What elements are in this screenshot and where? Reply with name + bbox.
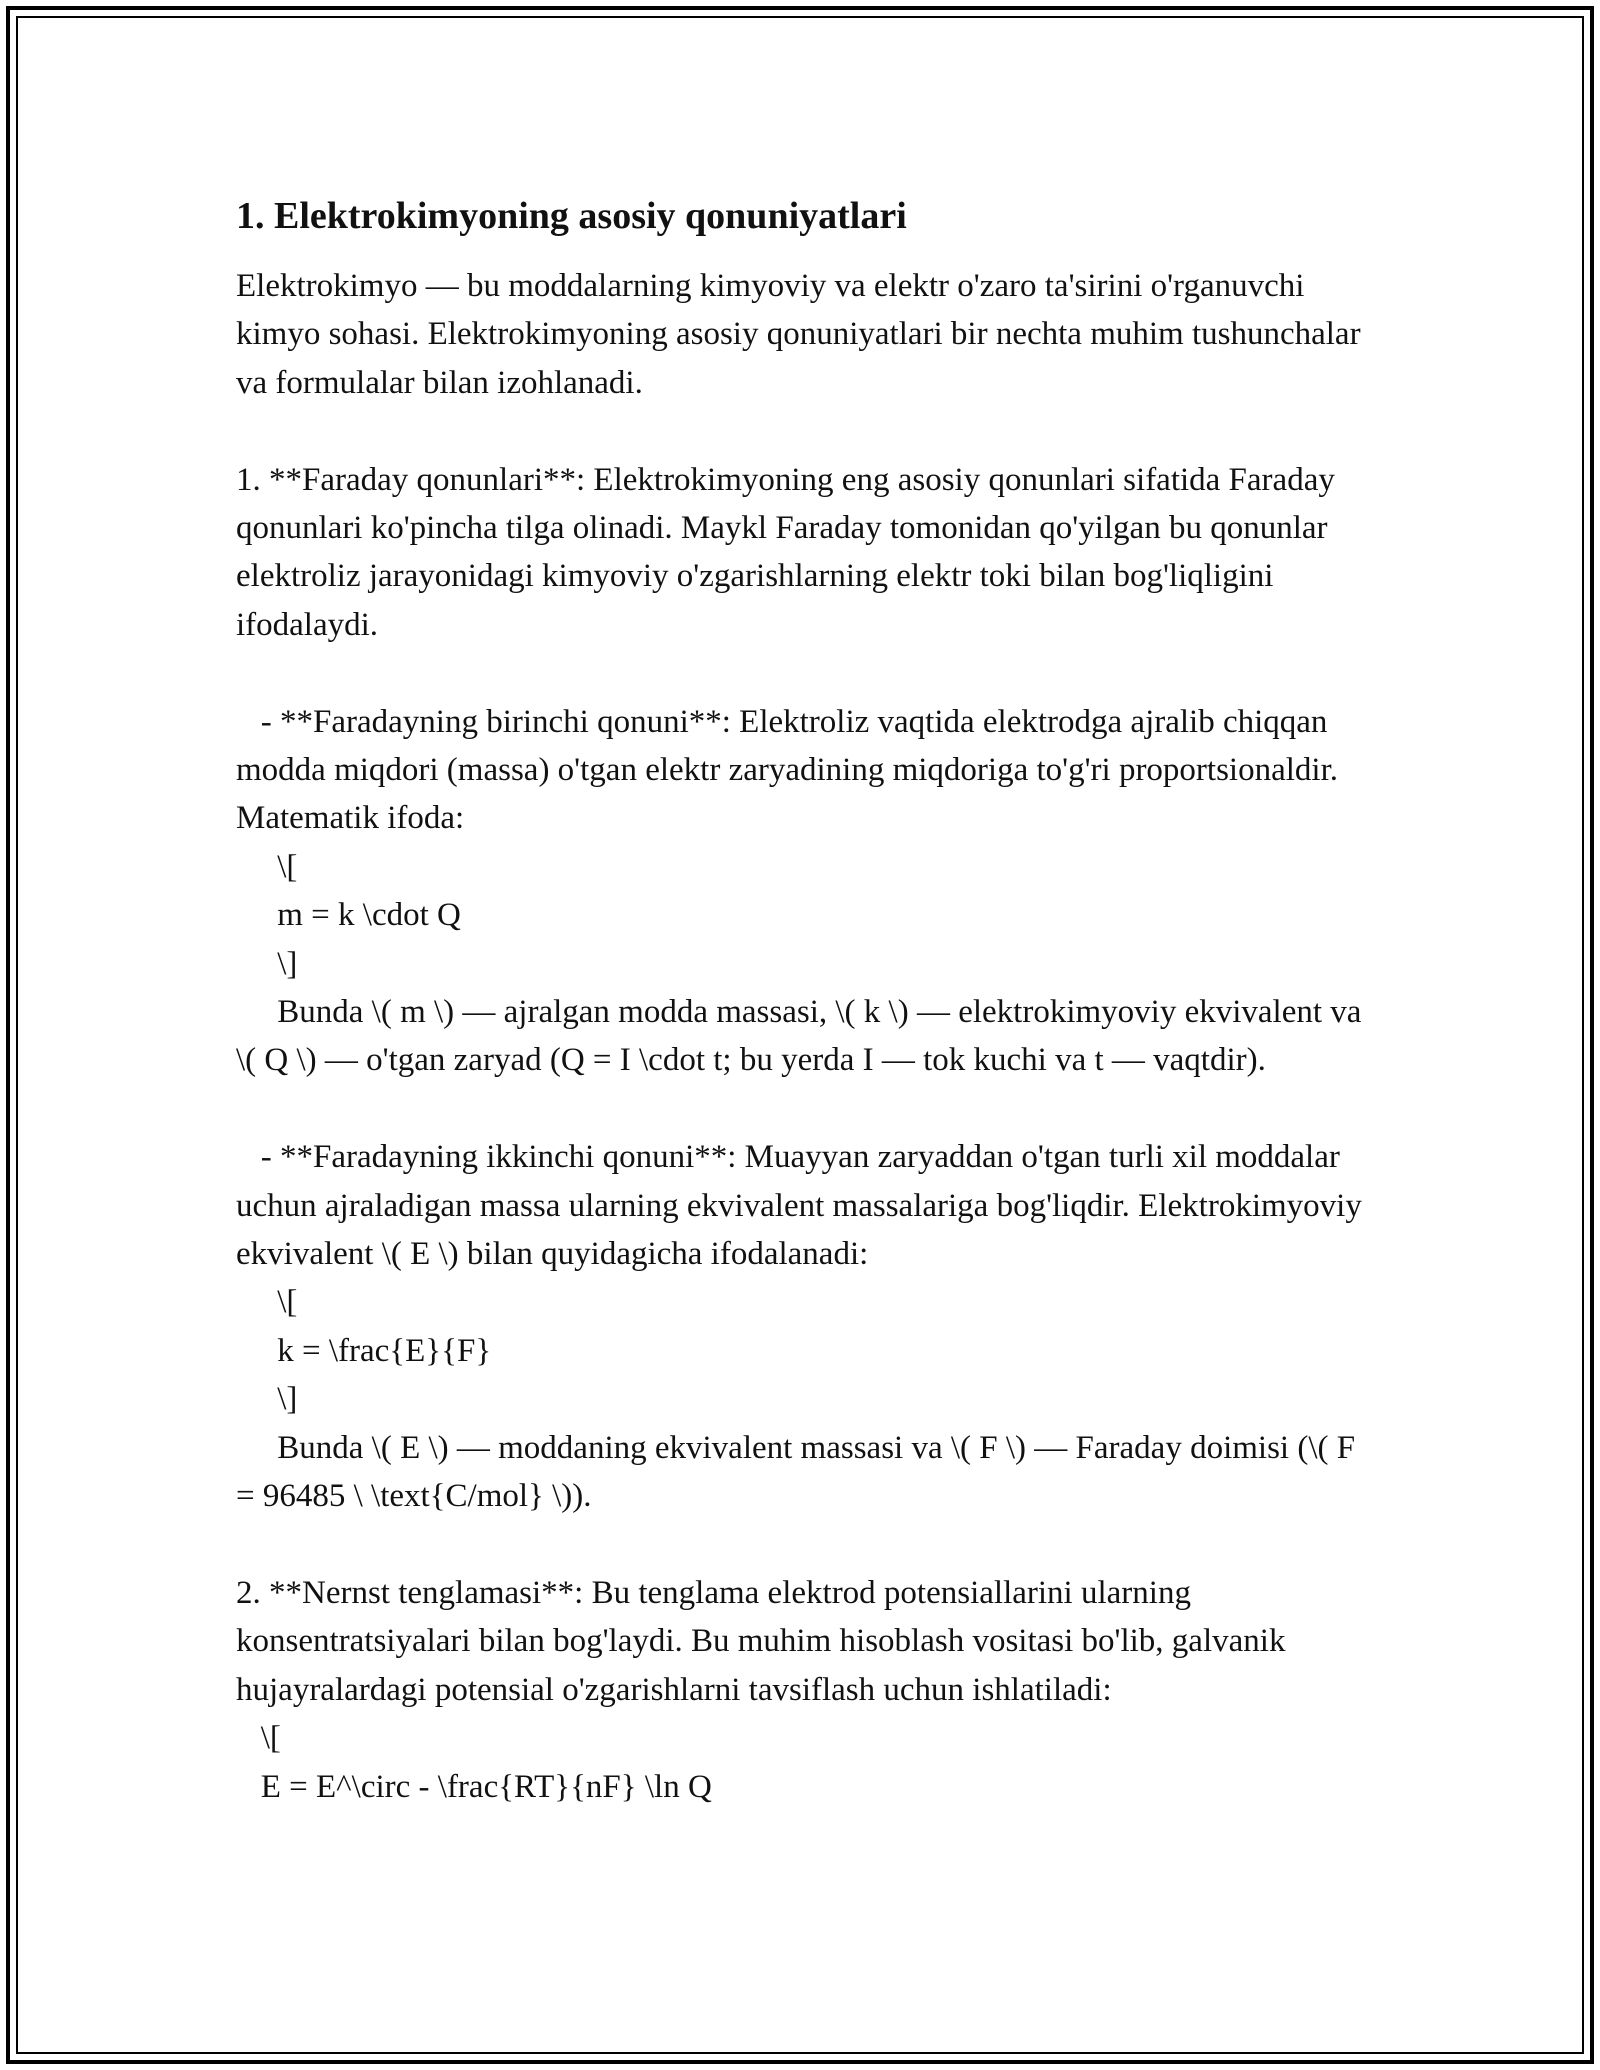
faraday-second-law-paragraph: - **Faradayning ikkinchi qonuni**: Muayyan zaryaddan o'tgan turli xil moddalar uchun ajraladigan massa ularning ekvivalent massalariga bog'liqdir. Elektrokimyoviy ekvivalent \( E \) bilan quyidagicha ifodalanadi: \[ k = \frac{E}{F} \] Bunda \( E \) — moddaning ekvivalent massasi va \( F \) — Faraday doimisi (\( F = 96485 \ \text{C/mol} \)). bbox=[236, 1139, 1362, 1515]
intro-paragraph: Elektrokimyo — bu moddalarning kimyoviy va elektr o'zaro ta'sirini o'rganuvchi kimyo sohasi. Elektrokimyoning asosiy qonuniyatlari bir nechta muhim tushunchalar va formulalar bilan izohlanadi. bbox=[236, 268, 1369, 401]
faraday-laws-paragraph: 1. **Faraday qonunlari**: Elektrokimyoning eng asosiy qonunlari sifatida Faraday qonunlari ko'pincha tilga olinadi. Maykl Faraday tomonidan qo'yilgan bu qonunlar elektroliz jarayonidagi kimyoviy o'zgarishlarning elektr toki bilan bog'liqligini ifodalaydi. bbox=[236, 461, 1344, 643]
document-body bbox=[236, 188, 1376, 1811]
nernst-equation-paragraph: 2. **Nernst tenglamasi**: Bu tenglama elektrod potensiallarini ularning konsentratsiyalari bilan bog'laydi. Bu muhim hisoblash vositasi bo'lib, galvanik hujayralardagi potensial o'zgarishlarni tavsiflash uchun ishlatiladi: \[ E = E^\circ - \frac{RT}{nF} \ln Q bbox=[236, 1574, 1286, 1805]
paragraph-spacer bbox=[236, 1085, 1376, 1133]
paragraph-spacer bbox=[236, 407, 1376, 455]
section-heading: 1. Elektrokimyoning asosiy qonuniyatlari bbox=[236, 195, 907, 237]
paragraph-spacer bbox=[236, 649, 1376, 697]
faraday-first-law-paragraph: - **Faradayning birinchi qonuni**: Elektroliz vaqtida elektrodga ajralib chiqqan modda miqdori (massa) o'tgan elektr zaryadining miqdoriga to'g'ri proportsionaldir. Matematik ifoda: \[ m = k \cdot Q \] Bunda \( m \) — ajralgan modda massasi, \( k \) — elektrokimyoviy ekvivalent va \( Q \) — o'tgan zaryad (Q = I \cdot t; bu yerda I — tok kuchi va t — vaqtdir). bbox=[236, 703, 1362, 1079]
paragraph-spacer bbox=[236, 1521, 1376, 1569]
